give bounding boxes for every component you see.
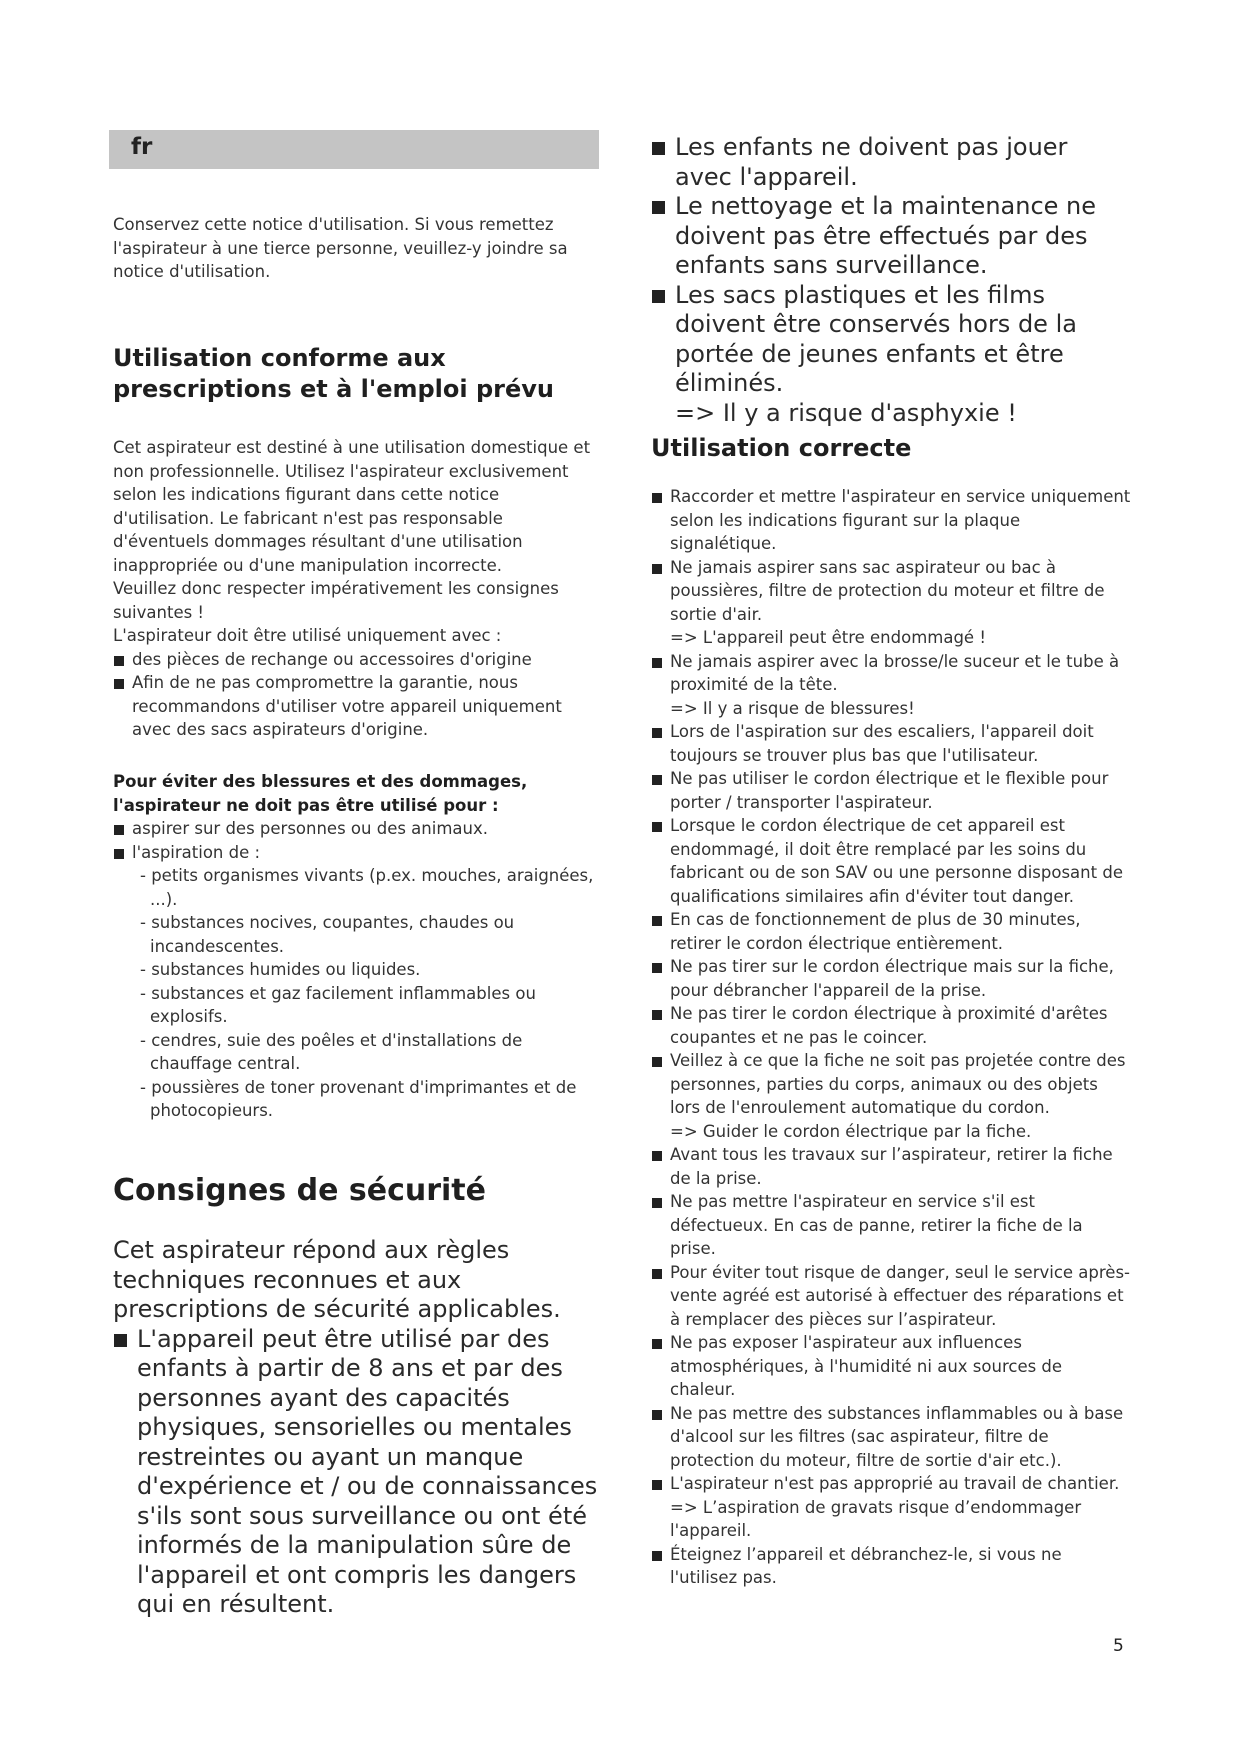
usage-block: [113, 436, 603, 742]
list-item-text: Veillez à ce que la fiche ne soit pas projetée contre des personnes, parties du corps, animaux ou des objets lors de l'enroulement automatique du cordon.: [670, 1051, 1126, 1117]
list-item: [651, 1472, 1131, 1543]
sub-list-item: - cendres, suie des poêles et d'installations de chauffage central.: [130, 1029, 603, 1076]
list-item-text: Avant tous les travaux sur l’aspirateur, retirer la fiche de la prise.: [670, 1145, 1113, 1188]
list-item: [651, 767, 1131, 814]
usage-bullets: [113, 648, 603, 742]
asphyxia-note: => Il y a risque d'asphyxie !: [675, 398, 1017, 427]
list-item: [651, 1002, 1131, 1049]
safety-bullets: [113, 1325, 603, 1620]
safety-block: [113, 1236, 603, 1620]
list-item-text: Ne pas exposer l'aspirateur aux influences atmosphériques, à l'humidité ni aux sources de chaleur.: [670, 1333, 1063, 1399]
list-item-text: Ne jamais aspirer sans sac aspirateur ou bac à poussières, filtre de protection du moteur et filtre de sortie d'air.: [670, 557, 1105, 624]
list-item-text: Lors de l'aspiration sur des escaliers, l'appareil doit toujours se trouver plus bas que l'utilisateur.: [670, 722, 1094, 765]
sub-list-item: - poussières de toner provenant d'imprimantes et de photocopieurs.: [130, 1076, 603, 1123]
usage-paragraph: L'aspirateur doit être utilisé uniquement avec :: [113, 626, 502, 645]
list-item-text: Pour éviter tout risque de danger, seul le service après-vente agréé est autorisé à effectuer des réparations et à remplacer des pièces sur l’aspirateur.: [670, 1262, 1131, 1329]
list-item: [651, 485, 1131, 556]
sub-list-item: - substances humides ou liquides.: [130, 958, 603, 982]
list-item: Afin de ne pas compromettre la garantie, nous recommandons d'utiliser votre appareil uniquement avec des sacs aspirateurs d'origine.: [113, 671, 603, 742]
list-item: [651, 1190, 1131, 1261]
list-item: [651, 908, 1131, 955]
right-top-block: [651, 133, 1131, 428]
list-item: L'appareil peut être utilisé par des enfants à partir de 8 ans et par des personnes ayant des capacités physiques, sensorielles ou mentales restreintes ou ayant un manque d'expérience et / ou de connaissances s'ils sont sous surveillance ou ont été informés de la manipulation sûre de l'appareil et ont compris les dangers qui en résultent.: [113, 1325, 603, 1620]
correct-usage-list: [651, 485, 1131, 1590]
list-item-text: Ne jamais aspirer avec la brosse/le suceur et le tube à proximité de la tête.: [670, 651, 1120, 694]
list-item-text: En cas de fonctionnement de plus de 30 minutes, retirer le cordon électrique entièrement.: [670, 910, 1081, 953]
intro-text: Conservez cette notice d'utilisation. Si vous remettez l'aspirateur à une tierce personne, veuillez-y joindre sa notice d'utilisation.: [113, 215, 568, 281]
list-item: Les sacs plastiques et les films doivent être conservés hors de la portée de jeunes enfants et être éliminés.: [651, 281, 1131, 399]
list-item-note: => L’aspiration de gravats risque d’endommager l'appareil.: [670, 1497, 1082, 1540]
list-item: [651, 556, 1131, 650]
list-item: [651, 1143, 1131, 1190]
list-item: des pièces de rechange ou accessoires d'origine: [113, 648, 603, 672]
usage-paragraph: Veuillez donc respecter impérativement les consignes suivantes !: [113, 579, 559, 622]
list-item: Les enfants ne doivent pas jouer avec l'appareil.: [651, 133, 1131, 192]
list-item: [651, 650, 1131, 721]
page-number: 5: [1113, 1636, 1124, 1656]
list-item-text: Ne pas tirer le cordon électrique à proximité d'arêtes coupantes et ne pas le coincer.: [670, 1004, 1108, 1047]
language-label: fr: [131, 134, 153, 160]
list-item: [651, 1402, 1131, 1473]
list-item-text: Lorsque le cordon électrique de cet appareil est endommagé, il doit être remplacé par les soins du fabricant ou de son SAV ou une personne disposant de qualifications similaires afin d'éviter tout danger.: [670, 816, 1123, 906]
list-item: [651, 1261, 1131, 1332]
list-item: [651, 1331, 1131, 1402]
right-top-bullets: [651, 133, 1131, 399]
heading-safety: Consignes de sécurité: [113, 1173, 486, 1208]
list-item: l'aspiration de :: [113, 841, 603, 865]
avoid-block: [113, 770, 603, 1123]
heading-usage: Utilisation conforme aux prescriptions et à l'emploi prévu: [113, 344, 554, 403]
avoid-heading: Pour éviter des blessures et des dommages, l'aspirateur ne doit pas être utilisé pour :: [113, 772, 528, 815]
language-bar: [109, 130, 599, 169]
safety-intro: Cet aspirateur répond aux règles techniques reconnues et aux prescriptions de sécurité applicables.: [113, 1236, 561, 1323]
sub-list-item: - substances nocives, coupantes, chaudes ou incandescentes.: [130, 911, 603, 958]
list-item-text: Raccorder et mettre l'aspirateur en service uniquement selon les indications figurant sur la plaque signalétique.: [670, 487, 1131, 553]
list-item-text: Ne pas mettre des substances inflammables ou à base d'alcool sur les filtres (sac aspirateur, filtre de protection du moteur, filtre de sortie d'air etc.).: [670, 1403, 1124, 1470]
sub-list-item: - substances et gaz facilement inflammables ou explosifs.: [130, 982, 603, 1029]
list-item-text: Ne pas tirer sur le cordon électrique mais sur la fiche, pour débrancher l'appareil de la prise.: [670, 957, 1114, 1000]
avoid-bullets: [113, 817, 603, 864]
list-item: [651, 955, 1131, 1002]
list-item: [651, 1543, 1131, 1590]
sub-list-item: - petits organismes vivants (p.ex. mouches, araignées, ...).: [130, 864, 603, 911]
list-item: [651, 1049, 1131, 1143]
list-item: [651, 720, 1131, 767]
list-item-text: Ne pas mettre l'aspirateur en service s'il est défectueux. En cas de panne, retirer la fiche de la prise.: [670, 1192, 1083, 1258]
list-item-text: L'aspirateur n'est pas approprié au travail de chantier.: [670, 1474, 1120, 1493]
list-item: [651, 814, 1131, 908]
list-item-text: Ne pas utiliser le cordon électrique et le flexible pour porter / transporter l'aspirateur.: [670, 769, 1109, 812]
avoid-sub-list: [113, 864, 603, 1123]
list-item: Le nettoyage et la maintenance ne doivent pas être effectués par des enfants sans surveillance.: [651, 192, 1131, 281]
list-item-note: => L'appareil peut être endommagé !: [670, 628, 986, 647]
list-item: aspirer sur des personnes ou des animaux.: [113, 817, 603, 841]
list-item-note: => Il y a risque de blessures!: [670, 698, 915, 718]
usage-paragraph: Cet aspirateur est destiné à une utilisation domestique et non professionnelle. Utilisez l'aspirateur exclusivement selon les indications figurant dans cette notice d'utilisation. Le fabricant n'est pas responsable d'éventuels dommages résultant d'une utilisation inappropriée ou d'une manipulation incorrecte.: [113, 438, 591, 575]
list-item-text: Éteignez l’appareil et débranchez-le, si vous ne l'utilisez pas.: [670, 1544, 1062, 1587]
list-item-note: => Guider le cordon électrique par la fiche.: [670, 1121, 1032, 1141]
heading-correct: Utilisation correcte: [651, 434, 912, 462]
